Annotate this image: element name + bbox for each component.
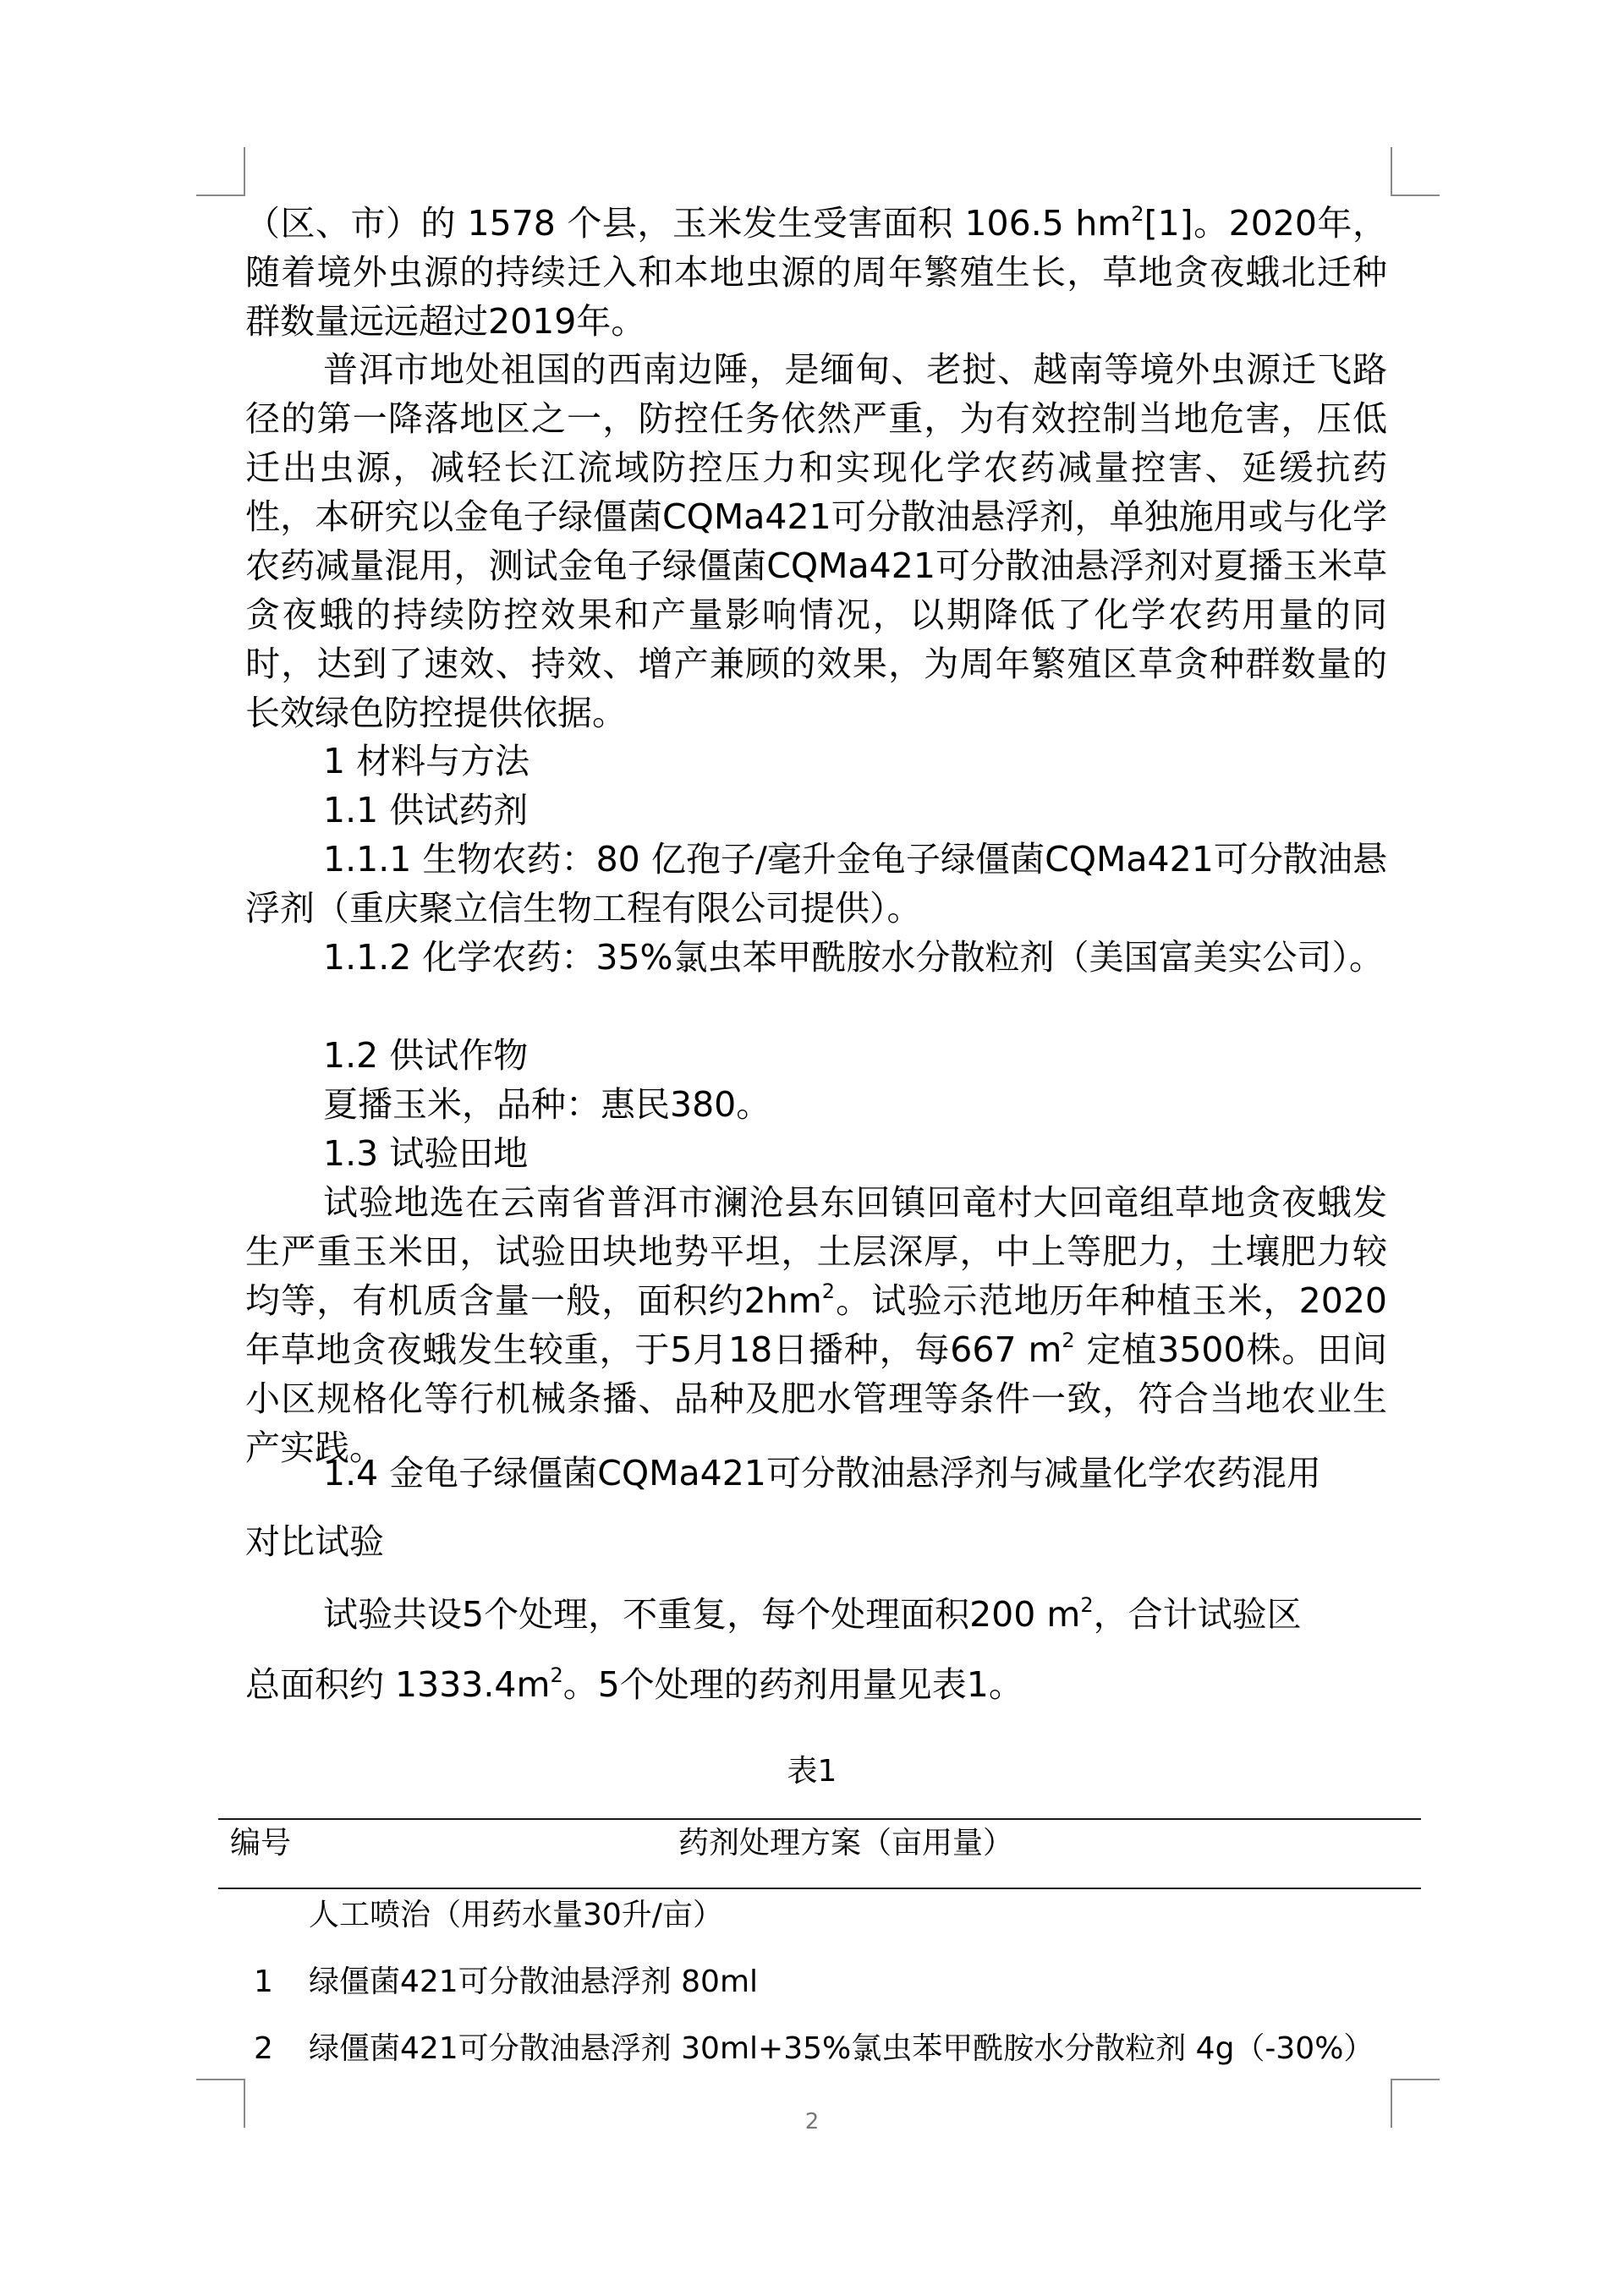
text-run: 。试验示范地历年种植玉米，2020年草地贪夜蛾发生较重，于5月18日播种，每667 m xyxy=(245,1280,1388,1370)
superscript: 2 xyxy=(821,1280,835,1303)
paragraph-treatment-setup-line2 xyxy=(245,1660,1023,1709)
crop-mark-top-right-h xyxy=(1391,195,1440,196)
heading-test-agents: 1.1 供试药剂 xyxy=(323,790,529,830)
table-header-scheme: 药剂处理方案（亩用量） xyxy=(678,1826,1014,1860)
superscript: 2 xyxy=(1131,202,1144,226)
text-run: 定植3500株。田间小区规格化等行机械条播、品种及肥水管理等条件一致，符合当地农业生产实践。 xyxy=(245,1329,1388,1468)
table-row-1-id: 1 xyxy=(254,1964,273,1999)
text-run: [1]。2020年，随着境外虫源的持续迁入和本地虫源的周年繁殖生长，草地贪夜蛾北迁种群数量远远超过2019年。 xyxy=(245,203,1387,342)
heading-test-field: 1.3 试验田地 xyxy=(323,1133,529,1174)
paragraph-field-description xyxy=(245,1178,1387,1472)
crop-mark-bottom-left-h xyxy=(196,2079,245,2080)
heading-materials-methods: 1 材料与方法 xyxy=(323,741,530,781)
text-run: ，合计试验区 xyxy=(1093,1594,1302,1635)
paragraph-intro-continued xyxy=(245,199,1387,346)
heading-test-crop: 1.2 供试作物 xyxy=(323,1035,529,1076)
paragraph-bio-pesticide: 1.1.1 生物农药：80 亿孢子/毫升金龟子绿僵菌CQMa421可分散油悬浮剂（重庆聚立信生物工程有限公司提供）。 xyxy=(245,839,1387,929)
paragraph-treatment-setup-line1 xyxy=(323,1590,1302,1639)
paragraph-research-purpose: 普洱市地处祖国的西南边陲，是缅甸、老挝、越南等境外虫源迁飞路径的第一降落地区之一，防控任务依然严重，为有效控制当地危害，压低迁出虫源，减轻长江流域防控压力和实现化学农药减量控害、延缓抗药性，本研究以金龟子绿僵菌CQMa421可分散油悬浮剂，单独施用或与化学农药减量混用，测试金龟子绿僵菌CQMa421可分散油悬浮剂对夏播玉米草贪夜蛾的持续防控效果和产量影响情况，以期降低了化学农药用量的同时，达到了速效、持效、增产兼顾的效果，为周年繁殖区草贪种群数量的长效绿色防控提供依据。 xyxy=(245,349,1387,733)
superscript: 2 xyxy=(1080,1593,1094,1617)
crop-mark-top-left-h xyxy=(196,195,245,196)
page-number: 2 xyxy=(804,2109,820,2134)
superscript: 2 xyxy=(550,1663,563,1687)
table-caption: 表1 xyxy=(787,1754,837,1789)
text-run: 。5个处理的药剂用量见表1。 xyxy=(562,1664,1023,1705)
heading-comparison-test-line1: 1.4 金龟子绿僵菌CQMa421可分散油悬浮剂与减量化学农药混用 xyxy=(323,1453,1321,1493)
superscript: 2 xyxy=(1062,1329,1075,1352)
crop-mark-bottom-right-h xyxy=(1391,2079,1440,2080)
table-row-2-scheme: 绿僵菌421可分散油悬浮剂 30ml+35%氯虫苯甲酰胺水分散粒剂 4g（-30%） xyxy=(309,2031,1374,2066)
crop-variety: 夏播玉米，品种：惠民380。 xyxy=(323,1084,771,1125)
paragraph-chemical-pesticide: 1.1.2 化学农药：35%氯虫苯甲酰胺水分散粒剂（美国富美实公司）。 xyxy=(323,937,1384,978)
text-run: （区、市）的 1578 个县，玉米发生受害面积 106.5 hm xyxy=(245,203,1132,244)
table-row-2-id: 2 xyxy=(254,2031,273,2066)
heading-comparison-test-line2: 对比试验 xyxy=(245,1521,384,1562)
table-header-id: 编号 xyxy=(230,1826,292,1860)
text-run: 试验共设5个处理，不重复，每个处理面积200 m xyxy=(323,1594,1081,1635)
crop-mark-top-right-v xyxy=(1391,147,1392,196)
text-run: 总面积约 1333.4m xyxy=(245,1664,551,1705)
table-row-0-scheme: 人工喷治（用药水量30升/亩） xyxy=(309,1898,723,1932)
text-run: 试验地选在云南省普洱市澜沧县东回镇回竜村大回竜组草地贪夜蛾发生严重玉米田，试验田块地势平坦，土层深厚，中上等肥力，土壤肥力较均等，有机质含量一般，面积约2hm xyxy=(245,1182,1387,1321)
table-header-rule xyxy=(218,1888,1421,1889)
crop-mark-top-left-v xyxy=(244,147,245,196)
table-row-1-scheme: 绿僵菌421可分散油悬浮剂 80ml xyxy=(309,1964,759,1999)
table-top-rule xyxy=(218,1818,1421,1820)
